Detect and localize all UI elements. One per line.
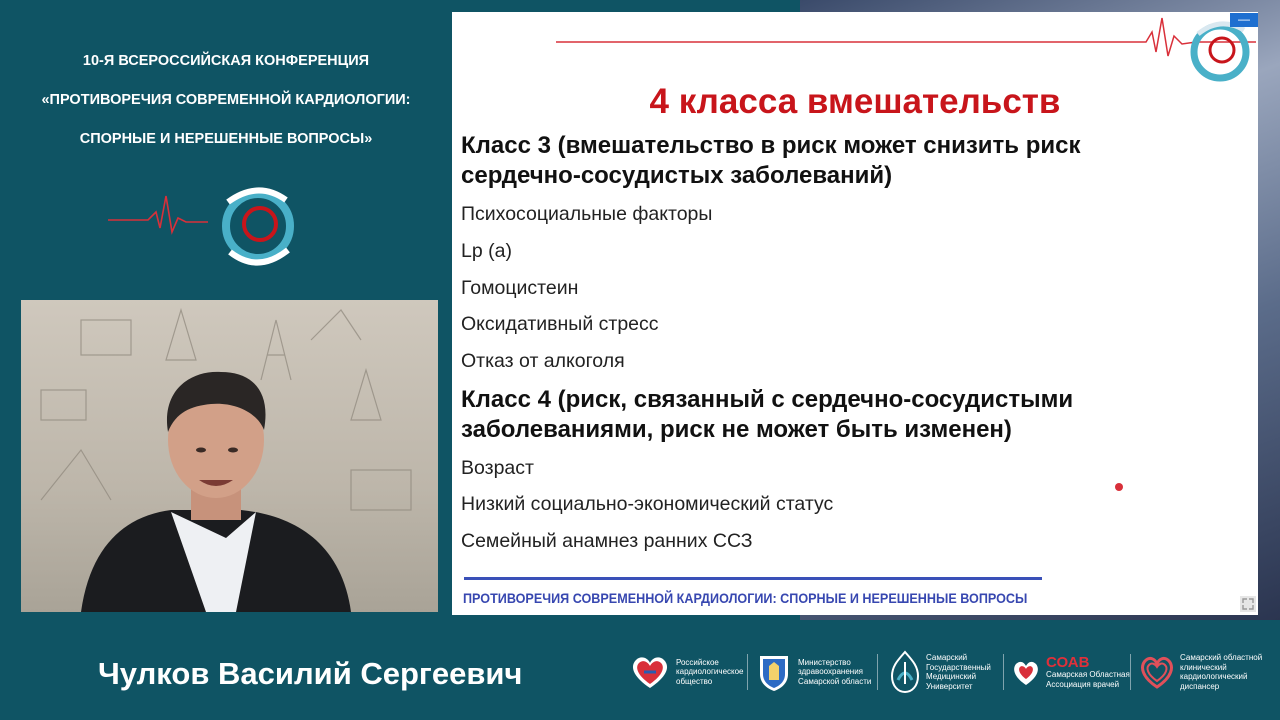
list-item: Гомоцистеин: [461, 277, 579, 299]
partner-samara-medical-university: [888, 650, 991, 694]
slide-heading: 4 класса вмешательств: [649, 82, 1061, 121]
class-3-title-line-2: сердечно-сосудистых заболеваний): [461, 162, 893, 189]
heart-logo-icon: [628, 654, 672, 690]
partner-separator: [1003, 654, 1004, 690]
partner-label: Министерство здравоохранения Самарской области: [798, 657, 872, 686]
class-4-title-line-2: заболеваниями, риск не может быть изменен): [461, 416, 1012, 443]
class-4-title-line-1: Класс 4 (риск, связанный с сердечно-сосудистыми: [461, 386, 1074, 413]
conference-title-line-1: 10-Я ВСЕРОССИЙСКАЯ КОНФЕРЕНЦИЯ: [82, 53, 370, 69]
class-3-title-line-1: Класс 3 (вмешательство в риск может снизить риск: [461, 132, 1081, 159]
fullscreen-icon[interactable]: [1240, 596, 1256, 612]
university-emblem-icon: [888, 650, 922, 694]
list-item: Психосоциальные факторы: [461, 203, 713, 225]
list-item: Оксидативный стресс: [461, 313, 659, 335]
partner-soav: [1010, 650, 1130, 694]
class-3-title: [461, 131, 1081, 191]
conference-logo: [108, 182, 308, 272]
laser-pointer-dot: [1115, 483, 1123, 491]
partner-separator: [1130, 654, 1131, 690]
list-item: Отказ от алкоголя: [461, 350, 625, 372]
partner-cardiology-dispensary: [1138, 650, 1262, 694]
partner-label: Самарская Областная Ассоциация врачей: [1046, 670, 1130, 689]
list-item: Lp (a): [461, 240, 512, 262]
partner-separator: [877, 654, 878, 690]
soav-brand: СОАВ: [1046, 654, 1090, 671]
slide-header-line: [556, 12, 1256, 72]
slide-footer-line: [464, 577, 1042, 580]
heart-cardio-icon: [1138, 654, 1176, 690]
partner-label: Самарский областной клинический кардиологический диспансер: [1180, 653, 1263, 691]
speaker-video-feed: [21, 300, 438, 612]
conference-title-line-2: «ПРОТИВОРЕЧИЯ СОВРЕМЕННОЙ КАРДИОЛОГИИ:: [41, 92, 411, 108]
hands-heart-icon: [1010, 655, 1042, 689]
coat-of-arms-icon: [754, 652, 794, 692]
slide-footer-text: ПРОТИВОРЕЧИЯ СОВРЕМЕННОЙ КАРДИОЛОГИИ: СПОРНЫЕ И НЕРЕШЕННЫЕ ВОПРОСЫ: [463, 590, 1028, 606]
conference-title: [0, 50, 452, 167]
class-4-title: [461, 385, 1073, 445]
list-item: Семейный анамнез ранних ССЗ: [461, 530, 753, 552]
partner-separator: [747, 654, 748, 690]
list-item: Низкий социально-экономический статус: [461, 493, 834, 515]
partner-ministry-of-health: [754, 650, 871, 694]
partner-label: Самарский Государственный Медицинский Университет: [926, 653, 991, 691]
partner-label: Российское кардиологическое общество: [676, 657, 744, 686]
presentation-slide: [452, 12, 1258, 615]
speaker-name: Чулков Василий Сергеевич: [98, 656, 523, 691]
partner-russian-cardiology-society: [628, 650, 744, 694]
conference-title-line-3: СПОРНЫЕ И НЕРЕШЕННЫЕ ВОПРОСЫ»: [79, 131, 373, 147]
list-item: Возраст: [461, 457, 534, 479]
minimize-button[interactable]: —: [1230, 13, 1258, 27]
